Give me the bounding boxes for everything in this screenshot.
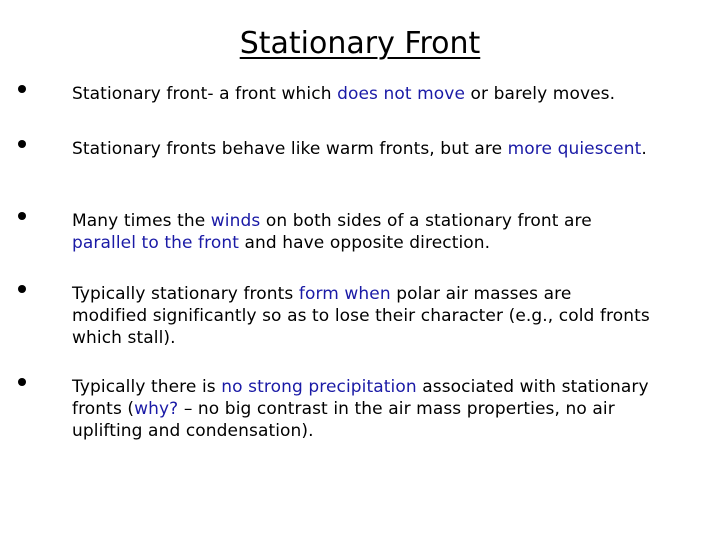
bullet-segment: Stationary front- a front which [72,84,338,104]
bullet-text [72,83,652,105]
bullet-highlight: does not move [337,84,466,104]
bullet-icon [18,378,26,386]
bullet-segment: – no big contrast in the air mass properties, no air uplifting and condensation). [72,399,615,441]
bullet-segment: Typically there is [72,377,222,397]
bullet-icon [18,85,26,93]
bullet-highlight: more quiescent [507,139,642,159]
slide-title: Stationary Front [239,26,481,61]
bullet-highlight: form when [298,284,391,304]
bullet-segment: . [641,139,647,159]
bullet-icon [18,212,26,220]
bullet-segment: Typically stationary fronts [72,284,299,304]
bullet-segment: Stationary fronts behave like warm fronts, but are [72,139,508,159]
bullet-highlight: why? [134,399,179,419]
bullet-highlight: parallel to the front [72,233,239,253]
bullet-segment: Many times the [72,211,211,231]
bullet-text [72,210,652,254]
bullet-text [72,376,652,442]
bullet-icon [18,285,26,293]
bullet-highlight: no strong precipitation [221,377,417,397]
bullet-segment: on both sides of a stationary front are [260,211,592,231]
bullet-text [72,138,652,160]
bullet-icon [18,140,26,148]
bullet-segment: or barely moves. [465,84,616,104]
bullet-highlight: winds [210,211,261,231]
bullet-segment: and have opposite direction. [238,233,491,253]
bullet-text [72,283,652,349]
bullet-segment: associated with stationary fronts ( [72,377,649,419]
bullet-segment: polar air masses are modified significantly so as to lose their character (e.g., cold fronts which stall). [72,284,650,348]
